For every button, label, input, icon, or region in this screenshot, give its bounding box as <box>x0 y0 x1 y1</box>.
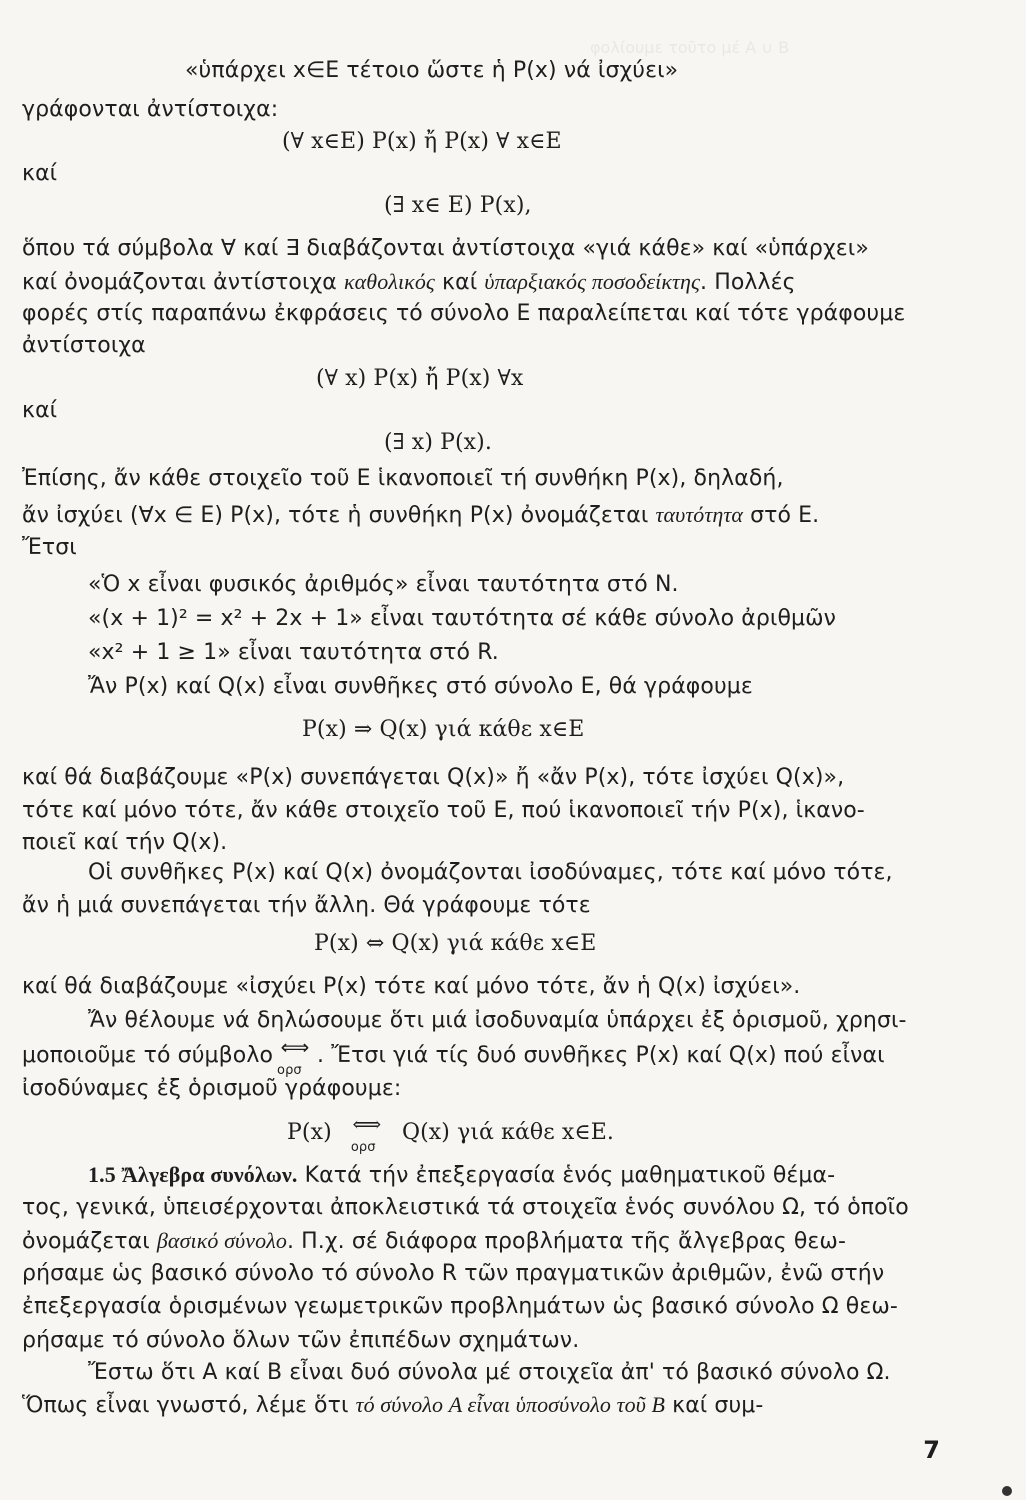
text-line: καί θά διαβάζουμε «ἰσχύει P(x) τότε καί μόνο τότε, ἄν ἡ Q(x) ἰσχύει». <box>22 974 801 999</box>
section-heading: 1.5 Ἄλγεβρα συνόλων. <box>88 1162 298 1187</box>
text-line: «ὑπάρχει x∈E τέτοιο ὥστε ἡ P(x) νά ἰσχύει» <box>185 58 679 83</box>
text-span: . Π.χ. σέ διάφορα προβλήματα τῆς ἄλγεβρας θεω- <box>286 1229 846 1254</box>
equiv-subscript: ορσ <box>277 1063 302 1078</box>
italic-term: καθολικός <box>344 269 435 294</box>
formula: (∃ x) P(x). <box>384 430 492 455</box>
text-span: . Πολλές <box>700 270 796 295</box>
text-line: ἄν ἡ μιά συνεπάγεται τήν ἄλλη. Θά γράφουμε τότε <box>22 893 591 918</box>
italic-term: ταυτότητα <box>655 502 744 527</box>
text-line: ρήσαμε ὡς βασικό σύνολο τό σύνολο R τῶν πραγματικῶν ἀριθμῶν, ἐνῶ στήν <box>22 1261 885 1286</box>
italic-term: ὑπαρξιακός ποσοδείκτης <box>484 269 701 294</box>
text-line: καί <box>22 398 58 423</box>
text-line: Οἱ συνθῆκες P(x) καί Q(x) ὀνομάζονται ἰσοδύναμες, τότε καί μόνο τότε, <box>88 860 893 885</box>
page-number: 7 <box>923 1436 940 1464</box>
formula: P(x) ⇒ Q(x) γιά κάθε x∈E <box>302 717 585 742</box>
text-line: Ἔστω ὅτι A καί B εἶναι δυό σύνολα μέ στοιχεῖα ἀπ' τό βασικό σύνολο Ω. <box>88 1360 891 1385</box>
text-span: . Ἔτσι γιά τίς δυό συνθῆκες P(x) καί Q(x) πού εἶναι <box>317 1043 885 1068</box>
text-line: γράφονται ἀντίστοιχα: <box>22 97 279 122</box>
scan-mark <box>1002 1486 1012 1496</box>
equiv-arrow: ⟺ <box>352 1112 382 1136</box>
def-equiv-symbol <box>339 1112 395 1155</box>
formula-right: Q(x) γιά κάθε x∈E. <box>401 1120 614 1145</box>
italic-term: τό σύνολο A εἶναι ὑποσύνολο τοῦ B <box>355 1392 666 1417</box>
text-span: στό E. <box>750 503 820 528</box>
text-span: καί συμ- <box>672 1393 764 1418</box>
bleed-through: φολίουμε τοῦτο μέ A ∪ B <box>590 38 790 57</box>
text-line: Ἐπίσης, ἄν κάθε στοιχεῖο τοῦ E ἱκανοποιεῖ τή συνθήκη P(x), δηλαδή, <box>22 466 784 491</box>
formula-left: P(x) <box>287 1120 332 1145</box>
text-line: καί θά διαβάζουμε «P(x) συνεπάγεται Q(x)» ἤ «ἄν P(x), τότε ἰσχύει Q(x)», <box>22 765 845 790</box>
text-span: Ὅπως εἶναι γνωστό, λέμε ὅτι <box>22 1393 349 1418</box>
text-line: ποιεῖ καί τήν Q(x). <box>22 830 228 855</box>
section-line <box>88 1160 1003 1191</box>
example-line: «x² + 1 ≥ 1» εἶναι ταυτότητα στό R. <box>88 640 499 665</box>
text-line: ρήσαμε τό σύνολο ὅλων τῶν ἐπιπέδων σχημάτων. <box>22 1328 580 1353</box>
text-line <box>22 1226 937 1257</box>
text-span: καί ὀνομάζονται ἀντίστοιχα <box>22 270 337 295</box>
formula: P(x) ⇔ Q(x) γιά κάθε x∈E <box>314 931 597 956</box>
text-line: ἀντίστοιχα <box>22 333 146 358</box>
text-line: καί <box>22 161 58 186</box>
text-line: τότε καί μόνο τότε, ἄν κάθε στοιχεῖο τοῦ E, πού ἱκανοποιεῖ τήν P(x), ἱκανο- <box>22 798 865 823</box>
equiv-arrow: ⟺ <box>280 1035 310 1059</box>
text-line: τος, γενικά, ὑπεισέρχονται ἀποκλειστικά τά στοιχεῖα ἑνός συνόλου Ω, τό ὁποῖο <box>22 1195 909 1220</box>
text-line <box>22 1390 937 1421</box>
formula <box>287 1112 1026 1155</box>
text-span: καί <box>442 270 478 295</box>
text-line <box>22 500 937 531</box>
text-span: μοποιοῦμε τό σύμβολο <box>22 1043 274 1068</box>
formula: (∃ x∈ E) P(x), <box>384 193 532 218</box>
example-line: «(x + 1)² = x² + 2x + 1» εἶναι ταυτότητα σέ κάθε σύνολο ἀριθμῶν <box>88 606 837 631</box>
text-span: ἄν ἰσχύει (∀x ∈ E) P(x), τότε ἡ συνθήκη P(x) ὀνομάζεται <box>22 503 649 528</box>
text-line: Ἔτσι <box>22 535 77 560</box>
text-line: ἐπεξεργασία ὁρισμένων γεωμετρικῶν προβλημάτων ὡς βασικό σύνολο Ω θεω- <box>22 1294 898 1319</box>
text-line: ἰσοδύναμες ἐξ ὁρισμοῦ γράφουμε: <box>22 1076 402 1101</box>
text-line: Ἄν P(x) καί Q(x) εἶναι συνθῆκες στό σύνολο E, θά γράφουμε <box>88 674 753 699</box>
italic-term: βασικό σύνολο <box>156 1228 287 1253</box>
equiv-subscript: ορσ <box>350 1140 376 1155</box>
formula: (∀ x) P(x) ἤ P(x) ∀x <box>316 366 524 391</box>
text-line <box>22 267 937 298</box>
text-line: ὅπου τά σύμβολα ∀ καί ∃ διαβάζονται ἀντίστοιχα «γιά κάθε» καί «ὑπάρχει» <box>22 236 869 261</box>
text-line: φορές στίς παραπάνω ἐκφράσεις τό σύνολο E παραλείπεται καί τότε γράφουμε <box>22 301 906 326</box>
text-line: Ἄν θέλουμε νά δηλώσουμε ὅτι μιά ἰσοδυναμία ὑπάρχει ἐξ ὁρισμοῦ, χρησι- <box>88 1008 907 1033</box>
text-line <box>22 1035 937 1078</box>
text-span: ὀνομάζεται <box>22 1229 150 1254</box>
formula: (∀ x∈E) P(x) ἤ P(x) ∀ x∈E <box>282 129 562 154</box>
def-equiv-symbol <box>273 1035 317 1078</box>
text-span: Κατά τήν ἐπεξεργασία ἑνός μαθηματικοῦ θέμα- <box>304 1163 836 1188</box>
example-line: «Ὁ x εἶναι φυσικός ἀριθμός» εἶναι ταυτότητα στό N. <box>88 572 679 597</box>
